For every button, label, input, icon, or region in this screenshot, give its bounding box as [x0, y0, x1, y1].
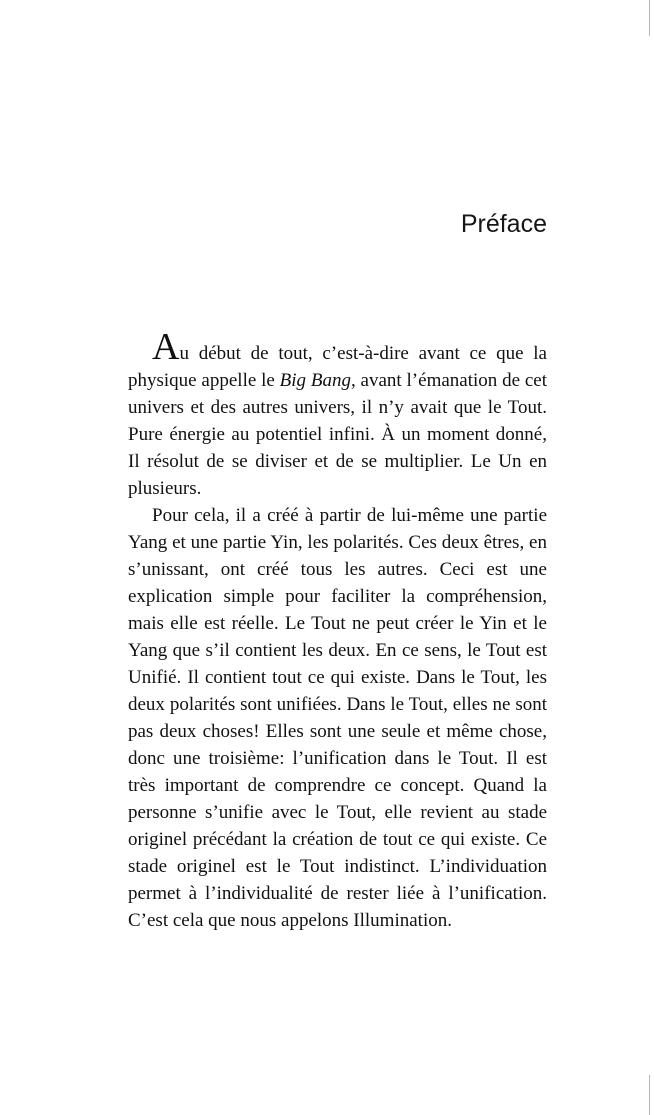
paragraph-2-text: Pour cela, il a créé à partir de lui-même une partie Yang et une partie Yin, les polarités. Ces deux êtres, en s’unissant, ont créé tous les autres. Ceci est une explication simple pour faciliter la compréhension, mais elle est réelle. Le Tout ne peut créer le Yin et le Yang que s’il contient les deux. En ce sens, le Tout est Unifié. Il contient tout ce qui existe. Dans le Tout, les deux polarités sont unifiées. Dans le Tout, elles ne sont pas deux choses! Elles sont une seule et même chose, donc une troisième: l’unification dans le Tout. Il est très important de comprendre ce concept. Quand la personne s’unifie avec le Tout, elle revient au stade originel précédant la création de tout ce qui existe. Ce stade originel est le Tout indistinct. L’individuation permet à l’individualité de rester liée à l’unification. C’est cela que nous appelons Illumination. — [128, 505, 547, 931]
paragraph-2 — [128, 502, 547, 934]
chapter-title: Préface — [460, 210, 547, 238]
page-edge-mark-top — [649, 0, 650, 36]
big-bang-emphasis: Big Bang — [279, 370, 351, 391]
paragraph-1-rest: , avant l’émanation de cet univers et des autres univers, il n’y avait que le Tout. Pure énergie au potentiel infini. À un moment donné, Il résolut de se diviser et de se multiplier. Le Un en plusieurs. — [128, 370, 547, 499]
paragraph-1 — [128, 326, 547, 502]
drop-cap: A — [152, 326, 180, 368]
page-edge-mark-bottom — [649, 1075, 650, 1115]
paragraph-1-lead: u début de tout, c’est-à-dire avant ce que la physique appelle le — [128, 343, 547, 391]
preface-body — [128, 326, 547, 934]
